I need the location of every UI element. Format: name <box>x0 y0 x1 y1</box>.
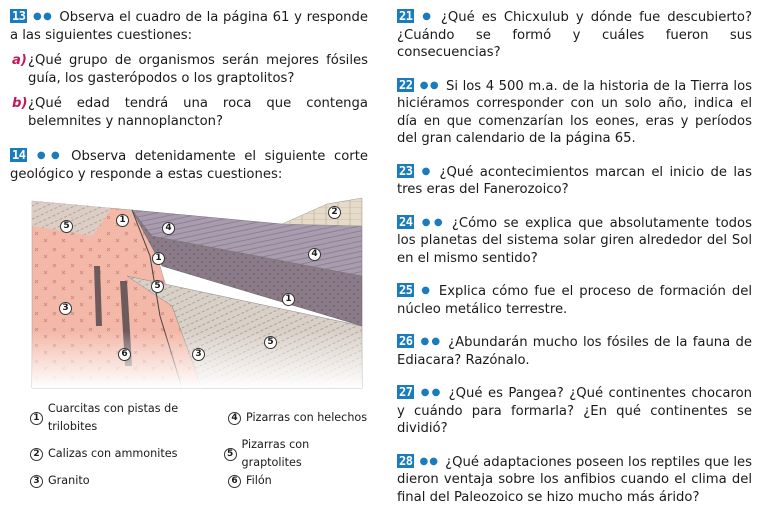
exercise-13-item-b <box>10 95 368 130</box>
exercise-text: ¿Qué es Pangea? ¿Qué continentes chocaron y cuándo para formarla? ¿En qué continentes se dividió? <box>397 386 752 436</box>
figure-legend <box>30 400 370 490</box>
difficulty-dots: ● <box>419 285 432 296</box>
exercise-text: Si los 4 500 m.a. de la historia de la Tierra los hiciéramos corresponder con un solo año, indica el día en que comenzarían los eones, eras y períodos del gran calendario de la página 65. <box>397 79 752 147</box>
exercise-28 <box>397 453 752 506</box>
legend-item: 5 Pizarras con graptolites <box>224 436 370 472</box>
figure-label: 6 <box>118 348 131 361</box>
exercise-26 <box>397 333 752 369</box>
difficulty-dots: ●● <box>419 80 440 91</box>
figure-label: 1 <box>152 252 165 265</box>
legend-item: 3 Granito <box>30 472 228 490</box>
figure-label: 2 <box>328 206 341 219</box>
figure-label: 1 <box>116 214 129 227</box>
legend-item: 4 Pizarras con helechos <box>228 400 367 436</box>
right-column <box>397 8 752 506</box>
exercise-text: ¿Qué es Chicxulub y dónde fue descubierto? ¿Cuándo se formó y cuáles fueron sus consecuencias? <box>397 10 752 60</box>
figure-label: 5 <box>60 220 73 233</box>
difficulty-dots: ●● <box>419 456 439 467</box>
item-letter: b) <box>12 95 27 113</box>
exercise-21 <box>397 8 752 62</box>
exercise-number: 22 <box>397 78 414 92</box>
exercise-number: 25 <box>397 283 414 297</box>
exercise-13-item-a <box>10 52 368 87</box>
exercise-text: ¿Qué adaptaciones poseen los reptiles que les dieron ventaja sobre los anfibios cuando el clima del final del Paleozoico se hizo mucho más árido? <box>397 455 752 505</box>
figure-label: 5 <box>264 336 277 349</box>
exercise-number: 23 <box>397 164 414 178</box>
difficulty-dots: ●● <box>32 150 65 161</box>
figure-label: 3 <box>59 302 72 315</box>
difficulty-dots: ●● <box>32 11 53 22</box>
item-text: ¿Qué edad tendrá una roca que contenga belemnites y nannoplancton? <box>28 96 368 129</box>
legend-item: 6 Filón <box>228 472 272 490</box>
exercise-number: 21 <box>397 9 414 23</box>
figure-label: 4 <box>308 248 321 261</box>
exercise-22 <box>397 77 752 148</box>
exercise-25 <box>397 282 752 318</box>
difficulty-dots: ●● <box>419 387 442 398</box>
difficulty-dots: ●● <box>419 217 445 228</box>
exercise-text: ¿Qué acontecimientos marcan el inicio de las tres eras del Fanerozoico? <box>397 165 752 198</box>
exercise-text: ¿Abundarán mucho los fósiles de la fauna de Ediacara? Razónalo. <box>397 335 752 368</box>
exercise-number: 24 <box>397 215 414 229</box>
legend-item: 1 Cuarcitas con pistas de trilobites <box>30 400 228 436</box>
exercise-text: ¿Cómo se explica que absolutamente todos los planetas del sistema solar giren alrededor del Sol en el mismo sentido? <box>397 216 752 266</box>
exercise-23 <box>397 163 752 199</box>
exercise-14 <box>10 147 368 183</box>
figure-label: 1 <box>282 293 295 306</box>
exercise-24 <box>397 214 752 268</box>
figure-label: 5 <box>151 280 164 293</box>
exercise-number: 27 <box>397 385 414 399</box>
figure-label: 3 <box>192 348 205 361</box>
difficulty-dots: ● <box>419 11 434 22</box>
geological-cross-section <box>32 196 362 388</box>
difficulty-dots: ●● <box>419 336 442 347</box>
left-column <box>10 8 368 183</box>
figure-label: 4 <box>162 222 175 235</box>
exercise-text: Explica cómo fue el proceso de formación del núcleo metálico terrestre. <box>397 284 752 317</box>
exercise-27 <box>397 384 752 438</box>
item-letter: a) <box>12 52 27 70</box>
exercise-number: 28 <box>397 454 414 468</box>
exercise-number: 14 <box>10 148 27 162</box>
exercise-text: Observa detenidamente el siguiente corte geológico y responde a estas cuestiones: <box>10 149 368 182</box>
legend-item: 2 Calizas con ammonites <box>30 436 224 472</box>
exercise-text: Observa el cuadro de la página 61 y responde a las siguientes cuestiones: <box>10 10 368 43</box>
exercise-number: 26 <box>397 334 414 348</box>
exercise-number: 13 <box>10 9 27 23</box>
difficulty-dots: ● <box>419 166 433 177</box>
exercise-13 <box>10 8 368 44</box>
item-text: ¿Qué grupo de organismos serán mejores fósiles guía, los gasterópodos o los graptolitos? <box>28 53 368 86</box>
